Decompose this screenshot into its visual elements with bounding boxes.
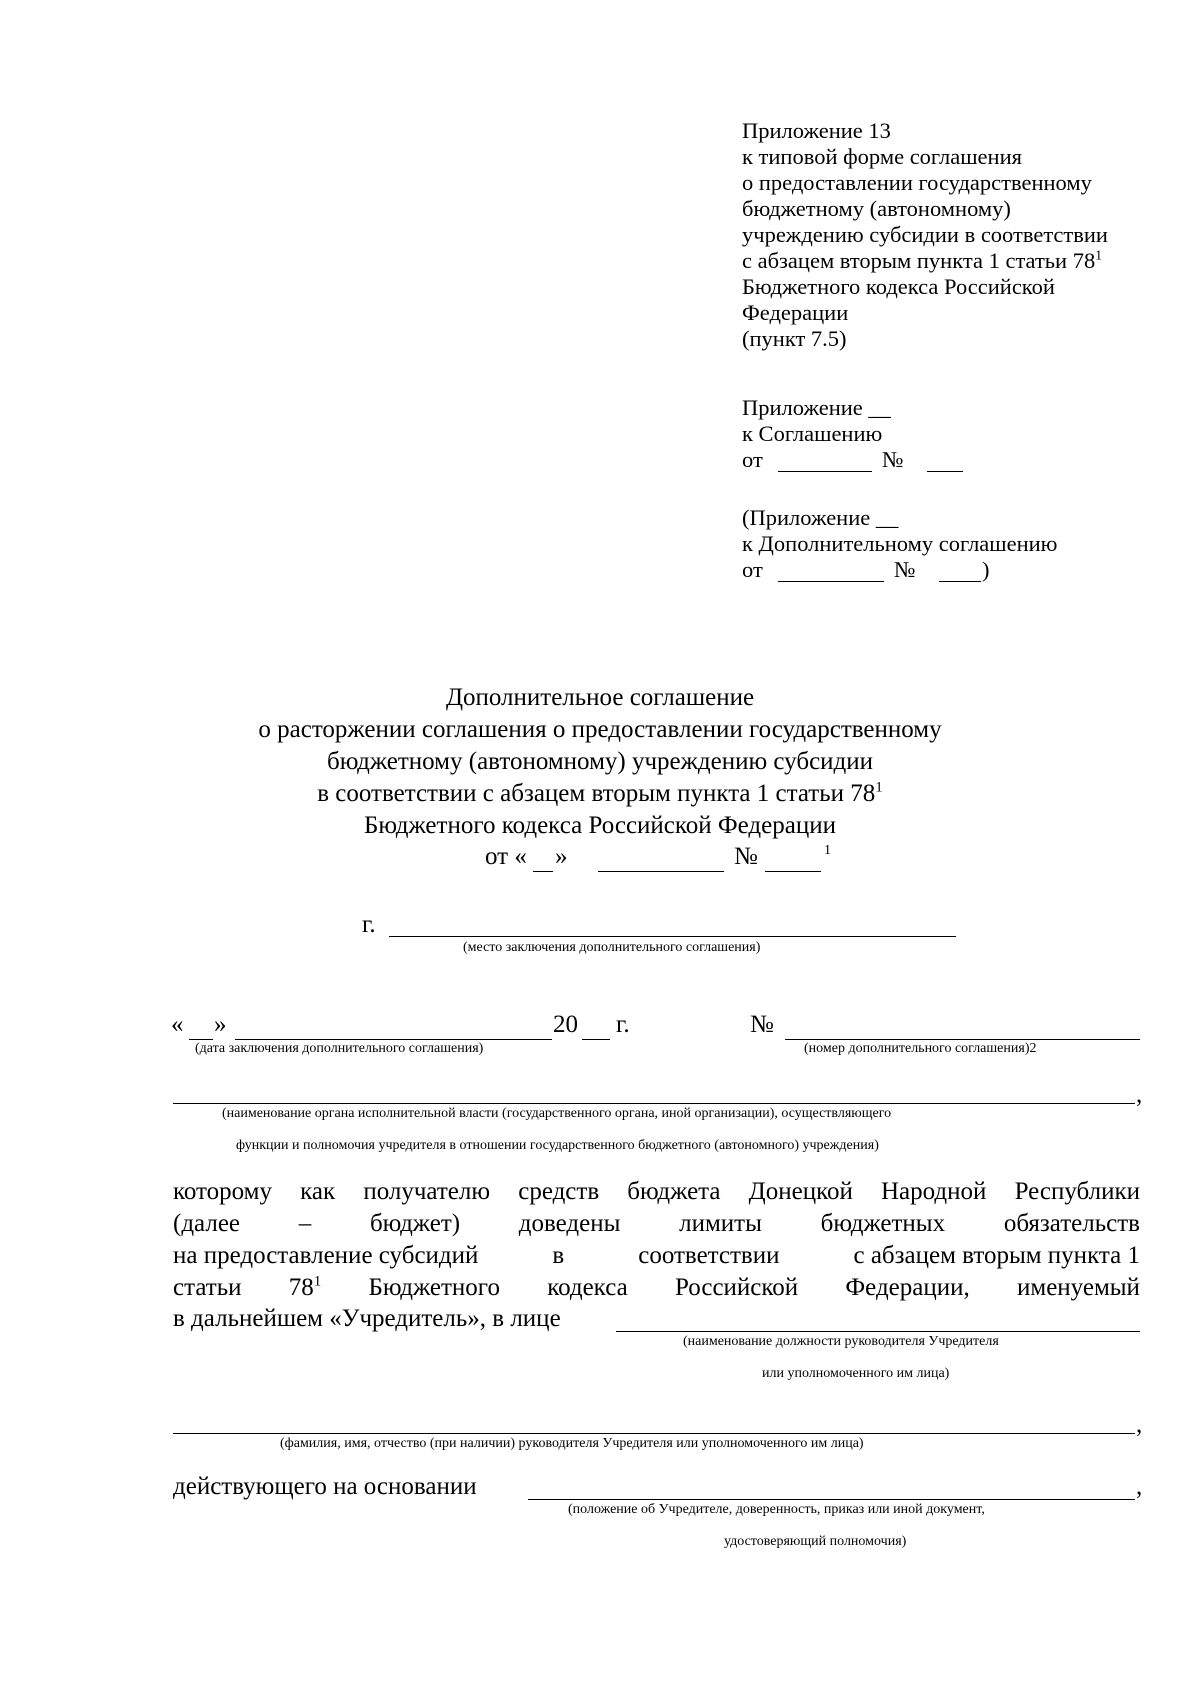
superscript: 1 (1095, 247, 1102, 263)
number-sign: № (734, 843, 758, 870)
place-prefix: г. (362, 911, 376, 938)
superscript: 1 (313, 1273, 322, 1290)
supplementary-ref-prefix: от (742, 557, 763, 582)
day-blank[interactable] (189, 1039, 213, 1040)
body-line3 (173, 1240, 1140, 1272)
appendix-line: учреждению субсидии в соответствии (742, 222, 1108, 247)
title-article-text: в соответствии с абзацем вторым пункта 1 статьи 78 (317, 780, 876, 807)
body-word: доведены (518, 1210, 621, 1237)
title-date-close: » (555, 843, 568, 870)
superscript: 1 (875, 779, 883, 796)
appendix-line: бюджетному (автономному) (742, 196, 1011, 221)
body-word: – (298, 1210, 312, 1237)
body-line4 (173, 1272, 1140, 1304)
body-word: Федерации, (845, 1274, 970, 1301)
place-caption: (место заключения дополнительного соглашения) (463, 940, 761, 955)
agreement-number-field[interactable] (785, 1039, 1140, 1040)
body-word: обязательств (1003, 1210, 1140, 1237)
basis-caption-line1: (положение об Учредителе, доверенность, приказ или иной документ, (568, 1502, 985, 1517)
body-word: Бюджетного (368, 1274, 500, 1301)
year-blank[interactable] (582, 1039, 610, 1040)
basis-blank[interactable] (528, 1499, 1135, 1500)
number-sign: № (894, 557, 916, 582)
agreement-ref-line2: к Соглашению (742, 421, 883, 446)
body-line5: в дальнейшем «Учредитель», в лице (173, 1305, 561, 1332)
basis-caption-line2: удостоверяющий полномочия) (724, 1534, 907, 1549)
body-word: в (552, 1242, 565, 1269)
closing-paren: ) (982, 557, 990, 582)
body-word: статьи (173, 1274, 242, 1301)
date-close-quote: » (214, 1011, 227, 1038)
article-number: 78 (288, 1274, 314, 1301)
body-word: именуемый (1017, 1274, 1140, 1301)
appendix-line: Бюджетного кодекса Российской (742, 274, 1055, 299)
body-word: которому (173, 1178, 272, 1205)
appendix-line: к типовой форме соглашения (742, 144, 1022, 169)
position-caption-line2: или уполномоченного им лица) (762, 1366, 950, 1381)
body-word: бюджета (627, 1178, 721, 1205)
title-number-blank[interactable] (765, 871, 821, 872)
date-open-quote: « (171, 1011, 184, 1038)
place-blank[interactable] (389, 936, 956, 937)
body-word: бюджет) (369, 1210, 461, 1237)
basis-comma: , (1136, 1473, 1143, 1500)
body-word: кодекса (547, 1274, 628, 1301)
body-line2 (173, 1208, 1140, 1240)
supplementary-number-blank[interactable] (939, 581, 981, 582)
organ-comma: , (1136, 1081, 1143, 1108)
year-suffix: г. (616, 1011, 630, 1038)
body-word: соответствии (638, 1242, 780, 1269)
body-word: (далее (173, 1210, 241, 1237)
body-word: получателю (363, 1178, 491, 1205)
body-word: Российской (674, 1274, 799, 1301)
supplementary-ref-line1: (Приложение __ (742, 505, 899, 530)
head-name-comma: , (1136, 1411, 1143, 1438)
year-prefix: 20 (553, 1011, 578, 1038)
body-word: бюджетных (820, 1210, 946, 1237)
agreement-date-blank[interactable] (778, 471, 872, 472)
body-word: лимиты (679, 1210, 762, 1237)
organ-caption-line1: (наименование органа исполнительной власти (государственного органа, иной организации), осуществляющего (222, 1106, 892, 1121)
title-date-prefix: от « (485, 843, 527, 870)
basis-label: действующего на основании (173, 1473, 477, 1500)
appendix-line: (пункт 7.5) (742, 326, 847, 351)
date-caption: (дата заключения дополнительного соглашения) (195, 1041, 484, 1056)
title-line2: о расторжении соглашения о предоставлении государственному (258, 716, 942, 743)
body-word: Республики (1014, 1178, 1140, 1205)
title-date-line (0, 842, 1200, 876)
body-word: на предоставление субсидий (173, 1242, 479, 1269)
supplementary-date-blank[interactable] (778, 581, 884, 582)
title-line4 (0, 778, 1200, 810)
agreement-ref-line1: Приложение __ (742, 395, 891, 420)
number-caption: (номер дополнительного соглашения)2 (804, 1041, 1037, 1056)
agreement-ref-prefix: от (742, 447, 763, 472)
title-line5: Бюджетного кодекса Российской Федерации (364, 812, 836, 839)
number-sign: № (882, 447, 904, 472)
number-sign: № (750, 1011, 774, 1038)
appendix-line-article (742, 248, 1102, 274)
position-caption-line1: (наименование должности руководителя Учредителя (683, 1334, 999, 1349)
body-word: средств (518, 1178, 600, 1205)
head-name-blank[interactable] (173, 1433, 1135, 1434)
body-word: Донецкой (748, 1178, 853, 1205)
body-word-article (289, 1272, 322, 1304)
organ-caption-line2: функции и полномочия учредителя в отношении государственного бюджетного (автономного) учреждения) (236, 1138, 879, 1153)
title-line3: бюджетному (автономному) учреждению субсидии (326, 748, 874, 775)
appendix-line: Федерации (742, 300, 849, 325)
title-month-blank[interactable] (598, 871, 724, 872)
appendix-line: Приложение 13 (742, 118, 891, 143)
title-day-blank[interactable] (533, 871, 553, 872)
month-blank[interactable] (235, 1039, 552, 1040)
appendix-article-text: с абзацем вторым пункта 1 статьи 78 (742, 248, 1096, 273)
agreement-number-blank[interactable] (927, 471, 963, 472)
position-blank[interactable] (616, 1331, 1140, 1332)
footnote-mark: 1 (824, 843, 831, 858)
head-name-caption: (фамилия, имя, отчество (при наличии) руководителя Учредителя или уполномоченного им лица) (280, 1436, 864, 1451)
supplementary-ref-line2: к Дополнительному соглашению (742, 531, 1058, 556)
title-line1: Дополнительное соглашение (445, 684, 755, 711)
body-word: Народной (881, 1178, 987, 1205)
body-word: с абзацем вторым пункта 1 (853, 1242, 1140, 1269)
body-line1 (173, 1176, 1140, 1208)
body-word: как (300, 1178, 336, 1205)
appendix-line: о предоставлении государственному (742, 170, 1092, 195)
organ-name-blank[interactable] (173, 1103, 1135, 1104)
